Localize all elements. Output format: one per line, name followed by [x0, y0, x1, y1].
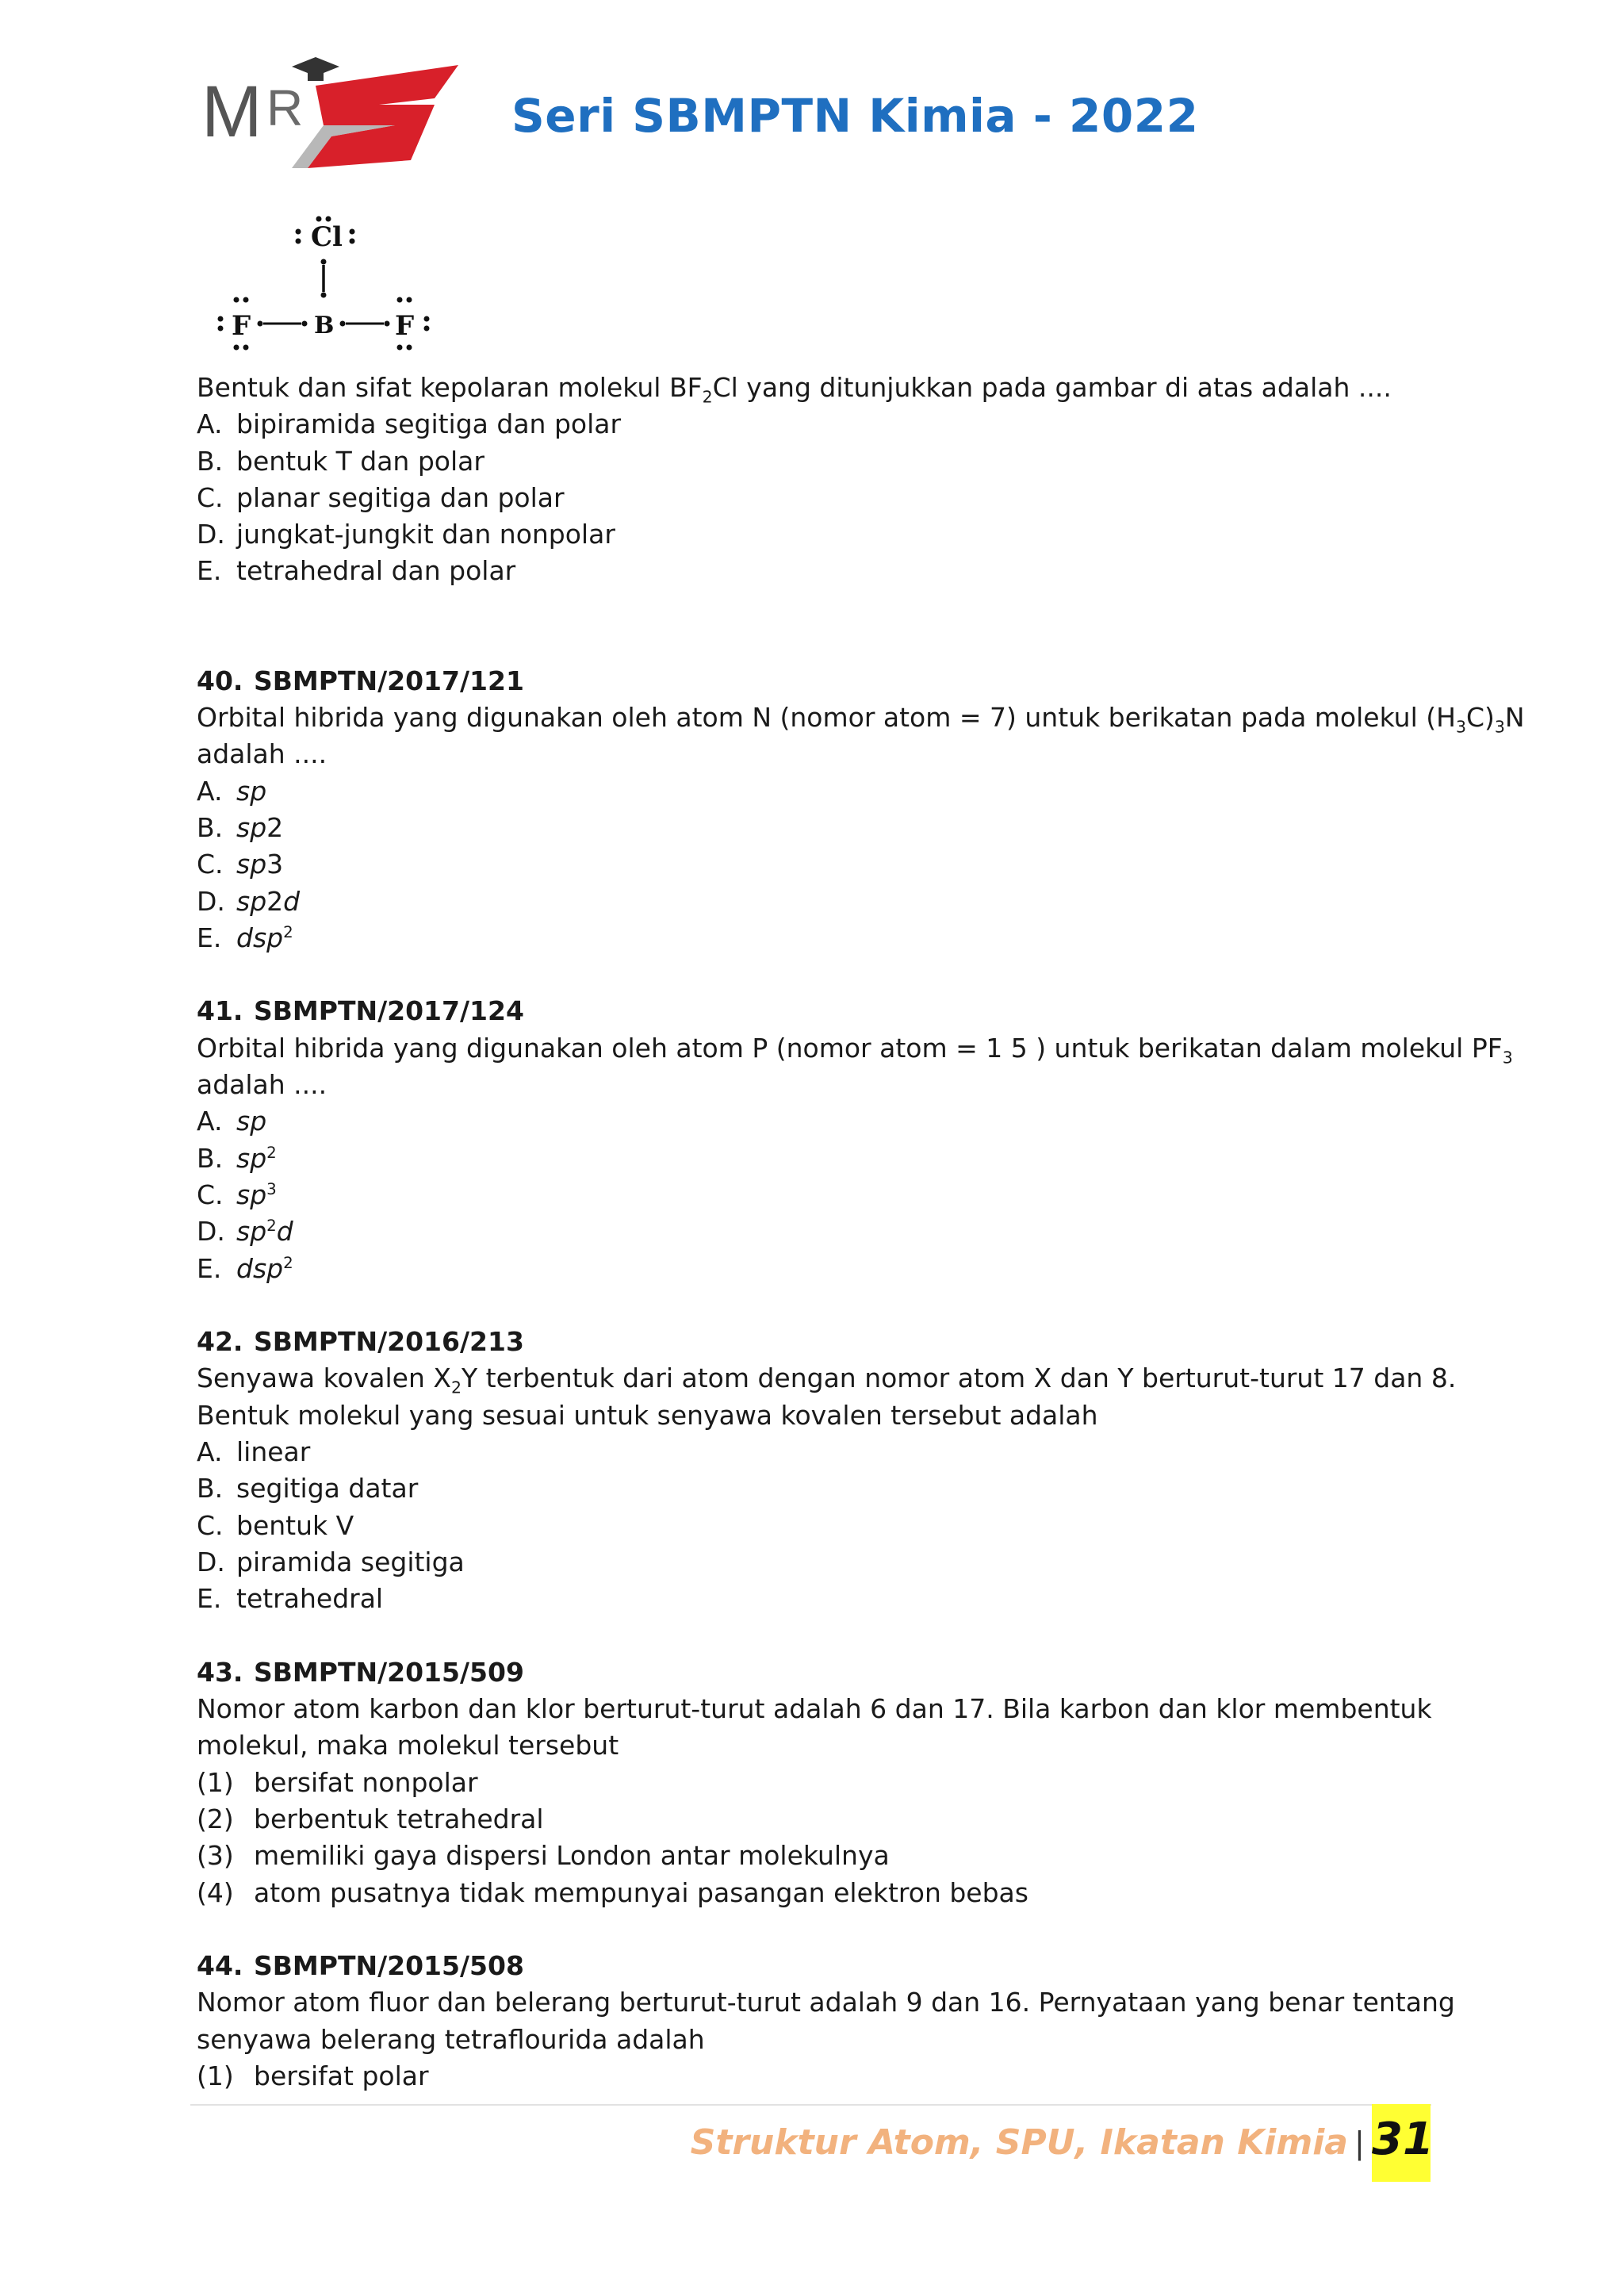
q43-header: 43. SBMPTN/2015/509 [197, 1656, 524, 1688]
option-row [197, 884, 1434, 920]
option-text: linear [236, 1436, 311, 1468]
option-suffix: 3 [266, 849, 284, 880]
option-text: memiliki gaya dispersi London antar molekulnya [254, 1840, 890, 1872]
q44-stem: Nomor atom fluor dan belerang berturut-turut adalah 9 dan 16. Pernyataan yang benar tentang [197, 1987, 1455, 2018]
option-text: tetrahedral dan polar [236, 555, 516, 587]
series-title: Seri SBMPTN Kimia - 2022 [511, 89, 1199, 143]
option-suffix: 2 [266, 811, 284, 843]
q43-stem: Nomor atom karbon dan klor berturut-turut adalah 6 dan 17. Bila karbon dan klor membentuk [197, 1693, 1432, 1725]
option-key: B. [197, 1142, 224, 1174]
option-key: D. [197, 519, 225, 550]
mrz-logo [197, 49, 466, 176]
option-row [197, 846, 1434, 883]
option-row [197, 1470, 1434, 1507]
chapter-title: Struktur Atom, SPU, Ikatan Kimia [690, 2122, 1348, 2163]
option-text: bentuk T dan polar [236, 445, 485, 477]
q41-header: 41. SBMPTN/2017/124 [197, 995, 524, 1027]
option-superscript: 2 [266, 1217, 277, 1236]
option-superscript: 2 [266, 1143, 277, 1162]
option-row [197, 443, 1434, 480]
option-text [236, 1213, 293, 1250]
option-text [236, 1177, 277, 1213]
option-text: atom pusatnya tidak mempunyai pasangan elektron bebas [254, 1876, 1028, 1908]
q39-stem: Bentuk dan sifat kepolaran molekul $BF_2Cl$ yang ditunjukkan pada gambar di atas adalah .... [197, 372, 1392, 407]
option-key: B. [197, 1473, 224, 1504]
option-text: bipiramida segitiga dan polar [236, 408, 622, 440]
option-key: E. [197, 1252, 222, 1284]
option-row [197, 1765, 1434, 1801]
option-text [236, 920, 293, 956]
option-key: A. [197, 408, 223, 440]
option-row [197, 480, 1434, 516]
q42-options [197, 1434, 1434, 1617]
option-row [197, 1103, 1434, 1140]
option-row [197, 1434, 1434, 1470]
option-row [197, 1140, 1434, 1177]
option-text: bersifat nonpolar [254, 1766, 478, 1798]
option-key: (1) [197, 2060, 234, 2092]
option-key: C. [197, 1509, 224, 1541]
option-key: (3) [197, 1840, 234, 1872]
option-orbital: sp [236, 849, 267, 880]
option-superscript: 2 [283, 922, 293, 941]
option-row [197, 553, 1434, 589]
option-text: bentuk V [236, 1509, 354, 1541]
option-row [197, 1875, 1434, 1911]
option-key: (4) [197, 1876, 234, 1908]
option-key: A. [197, 775, 223, 807]
atom-f-left: F [232, 310, 251, 342]
option-key: D. [197, 1546, 225, 1577]
logo-r: R [266, 79, 304, 136]
option-row [197, 1801, 1434, 1838]
option-row [197, 516, 1434, 553]
option-key: A. [197, 1436, 223, 1468]
atom-cl: Cl [311, 221, 343, 253]
q42-stem: Senyawa kovalen $X_2Y$ terbentuk dari atom dengan nomor atom X dan Y berturut-turut 17 dan 8. [197, 1363, 1457, 1398]
logo-m: M [201, 71, 262, 152]
option-key: C. [197, 849, 224, 880]
q43-options [197, 1765, 1434, 1911]
option-text: jungkat-jungkit dan nonpolar [236, 519, 615, 550]
option-orbital: sp [236, 1179, 267, 1210]
option-row [197, 1838, 1434, 1874]
atom-b: B [314, 312, 335, 339]
option-text: tetrahedral [236, 1583, 384, 1615]
option-orbital-d: d [283, 885, 301, 917]
option-orbital-d: d [276, 1216, 293, 1248]
option-key: B. [197, 811, 224, 843]
option-text: bersifat polar [254, 2060, 429, 2092]
q39-options [197, 406, 1434, 589]
option-row [197, 920, 1434, 956]
option-key: C. [197, 1179, 224, 1210]
q42-stem-line2: Bentuk molekul yang sesuai untuk senyawa kovalen tersebut adalah [197, 1399, 1098, 1431]
q44-header: 44. SBMPTN/2015/508 [197, 1950, 524, 1982]
option-text [236, 810, 283, 846]
option-orbital: sp [236, 1142, 267, 1174]
option-orbital: sp [236, 1216, 267, 1248]
q44-options [197, 2058, 1434, 2095]
footer-divider [190, 2104, 1431, 2106]
option-text: berbentuk tetrahedral [254, 1803, 544, 1834]
option-superscript: 3 [266, 1179, 277, 1198]
option-orbital: sp [236, 885, 267, 917]
q40-options [197, 773, 1434, 956]
option-row [197, 1251, 1434, 1287]
option-orbital: sp [236, 775, 267, 807]
option-orbital: dsp [236, 1252, 284, 1284]
option-key: C. [197, 481, 224, 513]
atom-f-right: F [395, 310, 415, 342]
q44-stem-line2: senyawa belerang tetraflourida adalah [197, 2023, 705, 2055]
option-key: (1) [197, 1766, 234, 1798]
option-orbital: dsp [236, 922, 284, 953]
q40-header: 40. SBMPTN/2017/121 [197, 665, 524, 696]
option-text [236, 1103, 266, 1140]
q41-stem: Orbital hibrida yang digunakan oleh atom P (nomor atom = 1 5 ) untuk berikatan dalam molekul $PF_3$ [197, 1032, 1513, 1068]
option-row [197, 2058, 1434, 2095]
option-key: A. [197, 1106, 223, 1137]
option-row [197, 1508, 1434, 1544]
option-row [197, 810, 1434, 846]
option-text [236, 884, 300, 920]
option-orbital: sp [236, 811, 267, 843]
option-row [197, 1177, 1434, 1213]
q41-stem-line2: adalah .... [197, 1069, 327, 1101]
option-key: E. [197, 555, 222, 587]
option-text [236, 773, 266, 810]
option-row [197, 406, 1434, 443]
option-orbital: sp [236, 1106, 267, 1137]
option-key: E. [197, 922, 222, 953]
page-number: 31 [1372, 2104, 1431, 2182]
option-key: (2) [197, 1803, 234, 1834]
option-superscript: 2 [283, 1253, 293, 1272]
question-content [197, 370, 1525, 2095]
q43-stem-line2: molekul, maka molekul tersebut [197, 1730, 619, 1761]
option-row [197, 1581, 1434, 1617]
option-text [236, 1140, 277, 1177]
q41-options [197, 1103, 1434, 1286]
option-text: segitiga datar [236, 1473, 419, 1504]
option-key: D. [197, 885, 225, 917]
option-key: B. [197, 445, 224, 477]
lewis-structure-diagram [208, 206, 446, 365]
option-suffix: 2 [266, 885, 284, 917]
logo-z [308, 65, 458, 168]
option-text [236, 846, 283, 883]
option-text [236, 1251, 293, 1287]
option-text: planar segitiga dan polar [236, 481, 565, 513]
option-row [197, 773, 1434, 810]
footer-separator: | [1354, 2125, 1365, 2160]
q40-stem: Orbital hibrida yang digunakan oleh atom N (nomor atom = 7) untuk berikatan pada molekul $(H_3C)_3N$ [197, 702, 1525, 737]
option-row [197, 1544, 1434, 1581]
option-row [197, 1213, 1434, 1250]
option-text: piramida segitiga [236, 1546, 465, 1577]
q40-stem-line2: adalah .... [197, 738, 327, 770]
q42-header: 42. SBMPTN/2016/213 [197, 1326, 524, 1358]
option-key: D. [197, 1216, 225, 1248]
option-key: E. [197, 1583, 222, 1615]
